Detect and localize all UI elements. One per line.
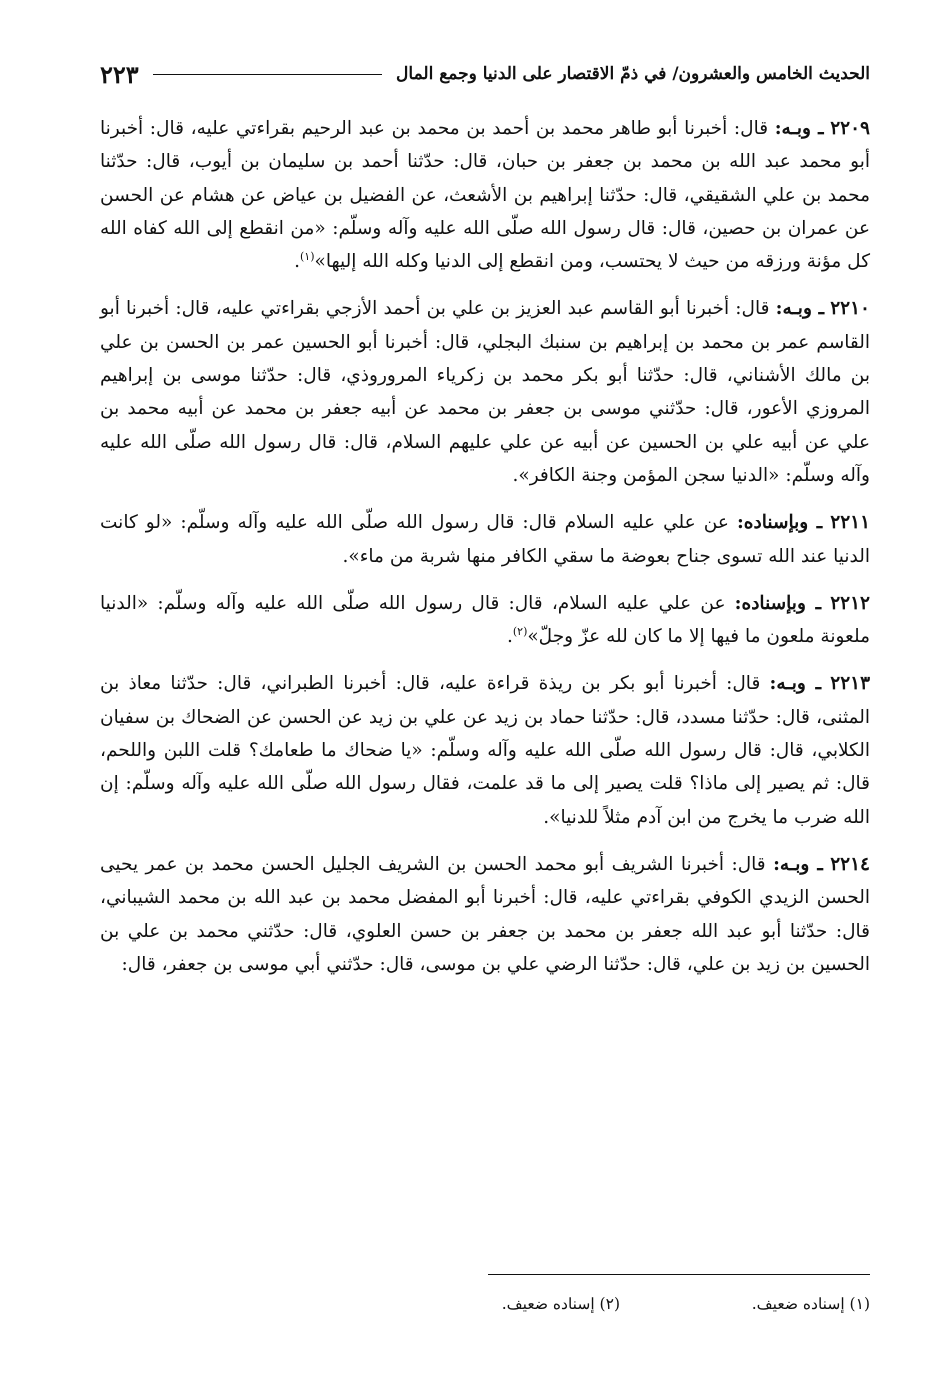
hadith-2209 <box>100 112 870 278</box>
hadith-lead: ـ وبـه: <box>774 118 824 139</box>
hadith-lead: ـ وبإسناده: <box>734 592 822 614</box>
footnote-ref[interactable]: (١) <box>299 250 315 264</box>
hadith-2212 <box>100 587 870 654</box>
hadith-lead: ـ وبـه: <box>773 853 823 875</box>
header-rule <box>153 74 382 75</box>
hadith-number: ٢٢١٢ <box>830 592 870 614</box>
footnote-ref[interactable]: (٢) <box>512 625 528 638</box>
hadith-2210 <box>100 292 870 492</box>
hadith-number: ٢٢١١ <box>830 512 871 534</box>
hadith-number: ٢٢٠٩ <box>830 118 870 139</box>
hadith-text: قال: أخبرنا الشريف أبو محمد الحسن بن الشريف الجليل الحسن محمد بن عمر يحيى الحسن الزيدي الكوفي بقراءتي عليه، قال: أخبرنا أبو المفضل محمد بن عبد الله بن محمد الشيباني، قال: حدّثنا أبو عبد الله جعفر بن محمد بن جعفر بن حسن العلوي، قال: حدّثني محمد بن علي بن الحسين بن زيد بن علي، قال: حدّثنا الرضي علي بن موسى، قال: حدّثني أبي موسى بن جعفر، قال: <box>100 853 870 975</box>
running-header <box>100 58 870 90</box>
page-number: ٢٢٣ <box>100 59 139 89</box>
footnote-1: (١) إسناده ضعيف. <box>751 1295 870 1313</box>
hadith-number: ٢٢١٠ <box>830 298 870 320</box>
footnotes <box>100 1292 870 1316</box>
hadith-lead: ـ وبإسناده: <box>736 512 823 534</box>
hadith-lead: ـ وبـه: <box>769 673 822 695</box>
hadith-text: عن علي عليه السلام، قال: قال رسول الله صلّى الله عليه وآله وسلّم: «الدنيا ملعونة ملعون ما فيها إلا ما كان لله عزّ وجلّ» <box>100 592 870 648</box>
footnote-2: (٢) إسناده ضعيف. <box>501 1295 620 1313</box>
hadith-lead: ـ وبـه: <box>775 298 825 320</box>
chapter-title: الحديث الخامس والعشرون/ في ذمّ الاقتصار على الدنيا وجمع المال <box>396 64 870 84</box>
body-text <box>100 112 870 995</box>
hadith-number: ٢٢١٣ <box>830 673 871 695</box>
hadith-2214 <box>100 848 870 981</box>
hadith-number: ٢٢١٤ <box>830 853 870 875</box>
hadith-text: عن علي عليه السلام قال: قال رسول الله صلّى الله عليه وآله وسلّم: «لو كانت الدنيا عند الله تسوى جناح بعوضة ما سقي الكافر منها شربة من ماء». <box>100 512 870 567</box>
hadith-2211 <box>100 506 870 573</box>
hadith-2213 <box>100 667 870 833</box>
hadith-text: قال: أخبرنا أبو القاسم عبد العزيز بن علي بن أحمد الأزجي بقراءتي عليه، قال: أخبرنا أبو القاسم عمر بن محمد بن إبراهيم بن سنبك البجلي، قال: أخبرنا أبو الحسين عمر بن الحسن بن علي بن مالك الأشناني، قال: حدّثنا أبو بكر محمد بن زكرياء المروروذي، قال: حدّثنا موسى بن إبراهيم المروزي الأعور، قال: حدّثني موسى بن جعفر بن محمد عن أبيه جعفر بن محمد عن أبيه محمد بن علي عن أبيه علي بن الحسين عن أبيه عن علي عليهم السلام، قال: قال رسول الله صلّى الله عليه وآله وسلّم: «الدنيا سجن المؤمن وجنة الكافر». <box>100 298 870 486</box>
footnote-rule <box>488 1274 870 1275</box>
hadith-text: قال: أخبرنا أبو بكر بن ريذة قراءة عليه، قال: أخبرنا الطبراني، قال: حدّثنا معاذ بن المثنى، قال: حدّثنا مسدد، قال: حدّثنا حماد بن زيد عن علي بن زيد عن الحسن عن الضحاك بن سفيان الكلابي، قال: قال رسول الله صلّى الله عليه وآله وسلّم: «يا ضحاك ما طعامك؟ قلت اللبن واللحم، قال: ثم يصير إلى ماذا؟ قلت يصير إلى ما قد علمت، فقال رسول الله صلّى الله عليه وآله وسلّم: إن الله ضرب ما يخرج من ابن آدم مثلاً للدنيا». <box>100 673 870 828</box>
hadith-text: قال: أخبرنا أبو طاهر محمد بن أحمد بن محمد بن عبد الرحيم بقراءتي عليه، قال: أخبرنا أبو محمد عبد الله بن محمد بن جعفر بن حبان، قال: حدّثنا أحمد بن سليمان بن أيوب، قال: حدّثنا محمد بن علي الشقيقي، قال: حدّثنا إبراهيم بن الأشعث، عن الفضيل بن عياض عن هشام عن الحسن عن عمران بن حصين، قال: قال رسول الله صلّى الله عليه وآله وسلّم: «من انقطع إلى الله كفاه الله كل مؤنة ورزقه من حيث لا يحتسب، ومن انقطع إلى الدنيا وكله الله إليها» <box>100 118 870 273</box>
hadith-tail: . <box>294 251 300 273</box>
hadith-tail: . <box>506 626 513 648</box>
